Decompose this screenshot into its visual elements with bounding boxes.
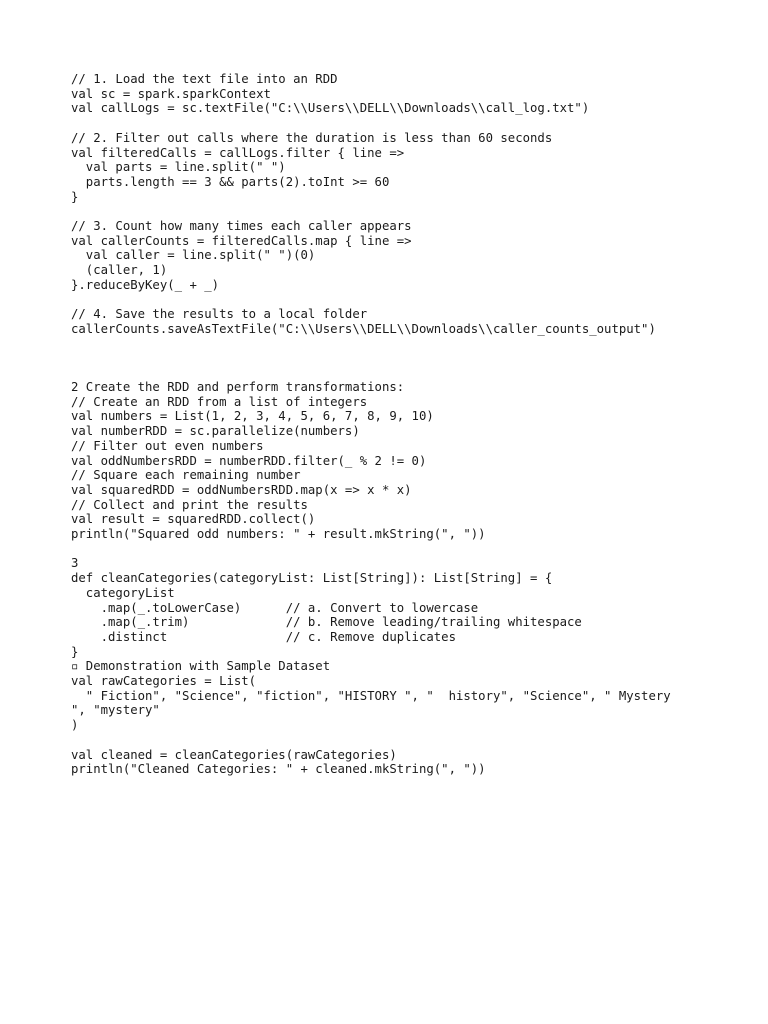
code-block-rdd-call-logs: // 1. Load the text file into an RDD val sc = spark.sparkContext val callLogs = sc.textFile("C:\\Users\\DELL\\Downloads\\call_log.txt") // 2. Filter out calls where the duration is less than 60 seconds val filteredCalls = callLogs.filter { line => val parts = line.split(" ") parts.length == 3 && parts(2).toInt >= 60 } // 3. Count how many times each caller appears val callerCounts = filteredCalls.map { line => val caller = line.split(" ")(0) (caller, 1) }.reduceByKey(_ + _) // 4. Save the results to a local folder callerCounts.saveAsTextFile("C:\\Users\\DELL\\Downloads\\caller_counts_output") [71,72,656,336]
code-block-transformations-and-clean-categories: 2 Create the RDD and perform transformations: // Create an RDD from a list of integers val numbers = List(1, 2, 3, 4, 5, 6, 7, 8, 9, 10) val numberRDD = sc.parallelize(numbers) // Filter out even numbers val oddNumbersRDD = numberRDD.filter(_ % 2 != 0) // Square each remaining number val squaredRDD = oddNumbersRDD.map(x => x * x) // Collect and print the results val result = squaredRDD.collect() println("Squared odd numbers: " + result.mkString(", ")) 3 def cleanCategories(categoryList: List[String]): List[String] = { categoryList .map(_.toLowerCase) // a. Convert to lowercase .map(_.trim) // b. Remove leading/trailing whitespace .distinct // c. Remove duplicates } ▫ Demonstration with Sample Dataset val rawCategories = List( " Fiction", "Science", "fiction", "HISTORY ", " history", "Science", " Mystery ", "mystery" ) val cleaned = cleanCategories(rawCategories) println("Cleaned Categories: " + cleaned.mkString(", ")) [71,380,671,777]
